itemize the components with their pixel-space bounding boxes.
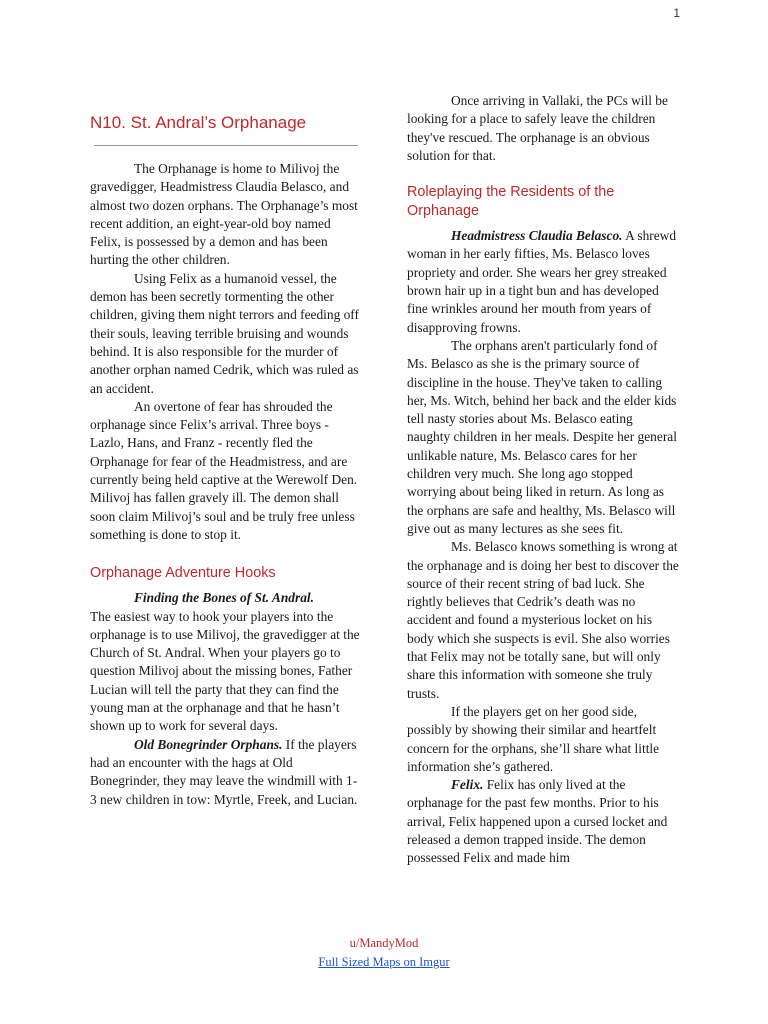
felix-text: Felix has only lived at the orphanage for the past few months. Prior to his arrival, Felix happened upon a cursed locket and released a demon trapped inside. The demon possessed Felix and made him [407, 777, 668, 866]
hook-bones-text: The easiest way to hook your players into the orphanage is to use Milivoj, the gravedigger at the Church of St. Andral. When your players go to question Milivoj about the missing bones, Father Lucian will tell the party that they can find the young man at the orphanage and that he hasn’t shown up to work for several days. [90, 608, 360, 734]
right-column [407, 92, 679, 868]
felix-lead: Felix. [451, 777, 484, 793]
hook-bones-lead: Finding the Bones of St. Andral. [134, 590, 314, 606]
claudia-paragraph [407, 227, 679, 337]
roleplay-heading: Roleplaying the Residents of the Orphanage [407, 184, 615, 220]
intro-paragraph-1: The Orphanage is home to Milivoj the gravedigger, Headmistress Claudia Belasco, and almost two dozen orphans. The Orphanage’s most recent addition, an eight-year-old boy named Felix, is possessed by a demon and has been hurting the other children. [90, 161, 358, 268]
felix-paragraph [407, 776, 679, 867]
hook-bonegrinder-text: If the players had an encounter with the hags at Old Bonegrinder, they may leave the windmill with 1-3 new children in tow: Myrtle, Freek, and Lucian. [90, 736, 358, 807]
good-side-paragraph: If the players get on her good side, possibly by showing their similar and heartfelt concern for the orphans, she’ll share what little information she’s gathered. [407, 703, 660, 774]
belasco-knows-paragraph: Ms. Belasco knows something is wrong at the orphanage and is doing her best to discover the source of their recent string of bad luck. She rightly believes that Cedrik’s death was no accident and found a mysterious locket on his body which she suspects is evil. She also worries that Felix may not be totally sane, but will only share this information with someone she truly trusts. [407, 539, 679, 701]
hook-bonegrinder-lead: Old Bonegrinder Orphans. [134, 736, 283, 752]
page-number: 1 [673, 6, 680, 20]
claudia-text: A shrewd woman in her early fifties, Ms. Belasco loves propriety and order. She wears her grey streaked brown hair up in a tight bun and has developed fine wrinkles around her mouth from years of disapproving frowns. [407, 228, 677, 335]
page-title: N10. St. Andral’s Orphanage [90, 113, 307, 132]
intro-paragraph-3: An overtone of fear has shrouded the orphanage since Felix’s arrival. Three boys - Lazlo, Hans, and Franz - recently fled the Orphanage for fear of the Headmistress, and are currently being held captive at the Werewolf Den. Milivoj has fallen gravely ill. The demon shall soon claim Milivoj’s soul and be truly free unless something is done to stop it. [90, 398, 358, 542]
arrival-paragraph: Once arriving in Vallaki, the PCs will be looking for a place to safely leave the children they've rescued. The orphanage is an obvious solution for that. [407, 93, 668, 163]
hooks-heading: Orphanage Adventure Hooks [90, 565, 276, 582]
footer-username: u/MandyMod [349, 936, 419, 950]
left-column [90, 92, 362, 809]
hook-bonegrinder-paragraph [90, 736, 362, 809]
title-divider [94, 145, 358, 146]
intro-paragraph-2: Using Felix as a humanoid vessel, the demon has been secretly tormenting the other children, giving them night terrors and feeding off their souls, leaving terrible bruising and wounds behind. It is also responsible for the murder of another orphan named Cedrik, which was ruled as an accident. [90, 270, 359, 396]
claudia-lead: Headmistress Claudia Belasco. [451, 228, 623, 244]
maps-link[interactable]: Full Sized Maps on Imgur [318, 955, 450, 969]
hook-bones-lead-paragraph [90, 589, 362, 607]
orphans-paragraph: The orphans aren't particularly fond of Ms. Belasco as she is the primary source of discipline in the house. They've taken to calling her, Ms. Witch, behind her back and the elder kids tell nasty stories about Ms. Belasco eating naughty children in her meals. Despite her general unlikable nature, Ms. Belasco cares for her children very much. She long ago stopped worrying about being liked in return. As long as the orphans are safe and healthy, Ms. Belasco will give out as many lectures as she sees fit. [407, 337, 677, 536]
